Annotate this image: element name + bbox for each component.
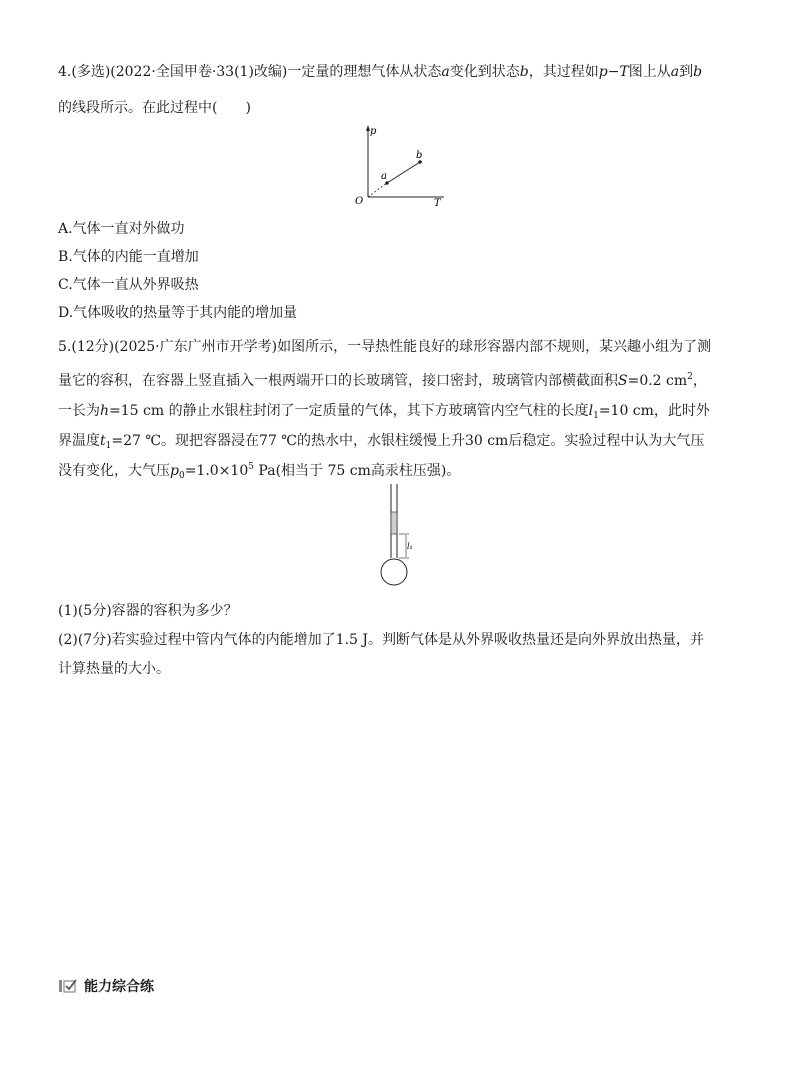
extension-dashed xyxy=(368,183,387,197)
label-O: O xyxy=(355,196,364,207)
q5-stem-line3: 一长为h=15 cm 的静止水银柱封闭了一定质量的气体，其下方玻璃管内空气柱的长度$l_1=10$ cm，此时外 xyxy=(58,403,710,421)
q5-sub2-line2: 计算热量的大小。 xyxy=(58,661,170,677)
label-l1: l₁ xyxy=(407,542,413,551)
q5-stem-line4: 界温度$t_1=27$ ℃。现把容器浸在77 ℃的热水中，水银柱缓慢上升30 cm后稳定。实验过程中认为大气压 xyxy=(58,433,705,451)
label-T: T xyxy=(434,198,441,208)
q4-option-a: A.气体一直对外做功 xyxy=(58,221,185,237)
process-segment-ab xyxy=(387,162,420,183)
checkmark-box-icon xyxy=(58,978,78,994)
q4-option-b: B.气体的内能一直增加 xyxy=(58,249,199,265)
q5-sub2-line1: (2)(7分)若实验过程中管内气体的内能增加了1.5 J。判断气体是从外界吸收热量还是向外界放出热量，并 xyxy=(58,632,704,648)
label-p: p xyxy=(370,126,377,137)
section-header xyxy=(58,976,154,996)
q5-container-figure xyxy=(376,484,420,588)
q4-stem-line2: 的线段所示。在此过程中( ) xyxy=(58,100,251,116)
mercury-column xyxy=(391,512,397,534)
q4-option-c: C.气体一直从外界吸热 xyxy=(58,277,199,293)
q5-stem-line5: 没有变化，大气压$p_0=1.0\times 10^5$ Pa(相当于 75 cm高汞柱压强)。 xyxy=(58,462,461,481)
q4-pT-graph xyxy=(350,124,450,208)
q4-stem-line1: 4.(多选)(2022·全国甲卷·33(1)改编)一定量的理想气体从状态a变化到状态b，其过程如p−T图上从a到b xyxy=(58,64,703,80)
spherical-container xyxy=(381,559,407,585)
label-a: a xyxy=(381,171,387,182)
q5-stem-line1: 5.(12分)(2025·广东广州市开学考)如图所示，一导热性能良好的球形容器内部不规则，某兴趣小组为了测 xyxy=(58,339,712,355)
q4-option-d: D.气体吸收的热量等于其内能的增加量 xyxy=(58,305,298,321)
section-title: 能力综合练 xyxy=(84,979,154,995)
label-b: b xyxy=(416,150,423,161)
q5-sub1: (1)(5分)容器的容积为多少？ xyxy=(58,603,238,619)
q5-stem-line2: 量它的容积，在容器上竖直插入一根两端开口的长玻璃管，接口密封，玻璃管内部横截面积S=0.2 $cm^2$， xyxy=(58,372,707,389)
